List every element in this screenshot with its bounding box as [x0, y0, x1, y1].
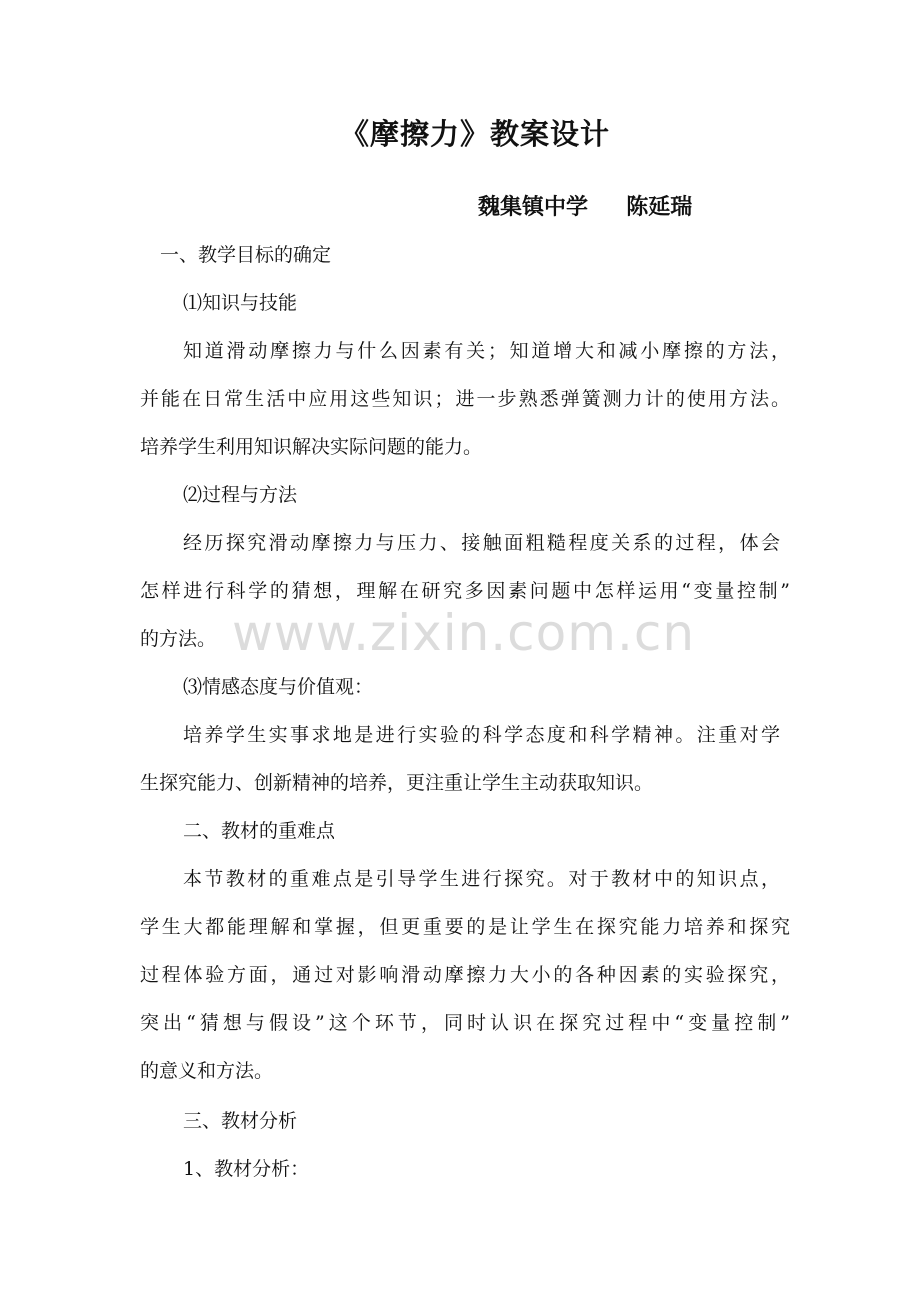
paragraph-line: 过程体验方面，通过对影响滑动摩擦力大小的各种因素的实验探究，	[140, 964, 790, 986]
section-heading-keypoints: 二、教材的重难点	[183, 820, 336, 842]
paragraph-line: 培养学生实事求地是进行实验的科学态度和科学精神。注重对学	[183, 724, 780, 746]
subheading-attitude: ⑶情感态度与价值观：	[183, 676, 374, 698]
subheading-knowledge: ⑴知识与技能	[183, 292, 298, 314]
subheading-process: ⑵过程与方法	[183, 484, 298, 506]
paragraph-line: 经历探究滑动摩擦力与压力、接触面粗糙程度关系的过程，体会	[183, 532, 780, 554]
watermark: www.zixin.com.cn	[232, 604, 696, 662]
document-title: 《摩擦力》教案设计	[339, 117, 610, 151]
section-heading-analysis: 三、教材分析	[183, 1110, 298, 1132]
paragraph-line: 培养学生利用知识解决实际问题的能力。	[140, 436, 483, 458]
paragraph-line: 生探究能力、创新精神的培养，更注重让学生主动获取知识。	[140, 772, 654, 794]
paragraph-line: 本节教材的重难点是引导学生进行探究。对于教材中的知识点，	[183, 868, 780, 890]
section-heading-objectives: 一、教学目标的确定	[160, 244, 332, 266]
author-line: 魏集镇中学 陈延瑞	[478, 195, 693, 220]
paragraph-line: 学生大都能理解和掌握，但更重要的是让学生在探究能力培养和探究	[140, 916, 790, 938]
paragraph-line: 怎样进行科学的猜想，理解在研究多因素问题中怎样运用“变量控制”	[140, 580, 790, 602]
paragraph-line: 突出“猜想与假设”这个环节，同时认识在探究过程中“变量控制”	[140, 1012, 790, 1034]
paragraph-line: 的意义和方法。	[140, 1060, 274, 1082]
subheading-material-analysis: 1、教材分析：	[183, 1158, 310, 1180]
paragraph-line: 的方法。	[140, 628, 217, 650]
paragraph-line: 知道滑动摩擦力与什么因素有关；知道增大和减小摩擦的方法，	[183, 340, 790, 362]
paragraph-line: 并能在日常生活中应用这些知识；进一步熟悉弹簧测力计的使用方法。	[140, 388, 790, 410]
